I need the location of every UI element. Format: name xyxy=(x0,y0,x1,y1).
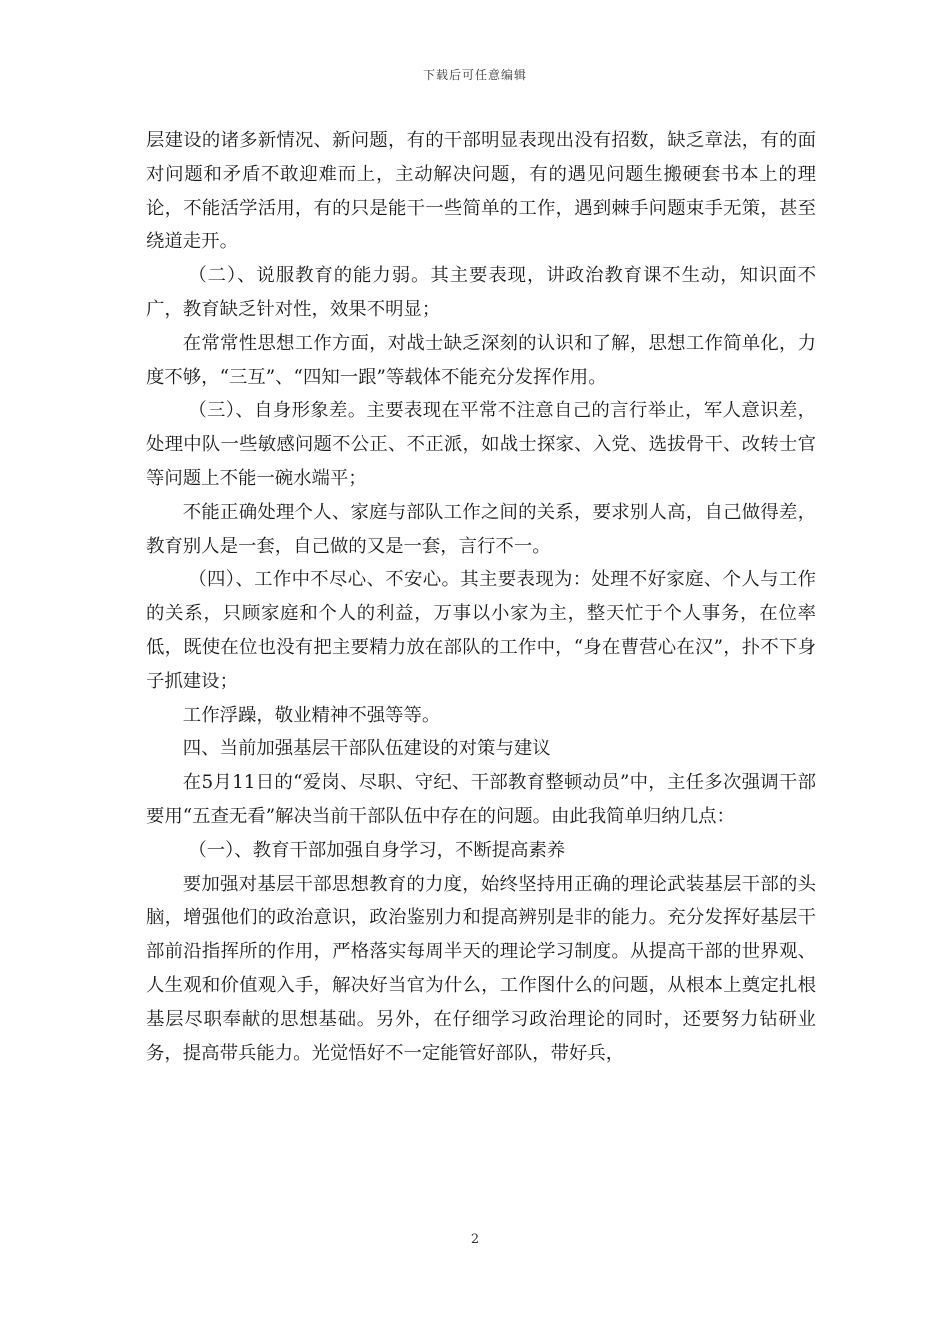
paragraph-subsection-1: （一）、教育干部加强自身学习，不断提高素养 xyxy=(188,839,566,861)
paragraph-continuation: 层建设的诸多新情况、新问题，有的干部明显表现出没有招数，缺乏章法，有的面对问题和矛盾不敢迎难而上，主动解决问题，有的遇见问题生搬硬套书本上的理论，不能活学活用，有的只是能干一些简单的工作，遇到棘手问题束手无策，甚至绕道走开。 xyxy=(146,130,816,253)
section-heading: 四、当前加强基层干部队伍建设的对策与建议 xyxy=(182,738,551,760)
paragraph-subsection-4: （四）、工作中不尽心、不安心。其主要表现为：处理不好家庭、个人与工作的关系，只顾家庭和个人的利益，万事以小家为主，整天忙于个人事务，在位率低，既使在位也没有把主要精力放在部队的工作中，“身在曹营心在汉”，扑不下身子抓建设； xyxy=(146,569,816,692)
document-body xyxy=(146,124,816,1070)
paragraph-subsection-3: （三）、自身形象差。主要表现在平常不注意自己的言行举止，军人意识差，处理中队一些敏感问题不公正、不正派，如战士探家、入党、选拔骨干、改转士官等问题上不能一碗水端平； xyxy=(146,400,816,489)
paragraph: 工作浮躁，敬业精神不强等等。 xyxy=(182,704,441,726)
page-header: 下载后可任意编辑 xyxy=(422,68,527,82)
page-number: 2 xyxy=(470,1232,480,1247)
paragraph-subsection-2: （二）、说服教育的能力弱。其主要表现，讲政治教育课不生动，知识面不广，教育缺乏针对性，效果不明显； xyxy=(146,265,816,320)
paragraph: 不能正确处理个人、家庭与部队工作之间的关系，要求别人高，自己做得差，教育别人是一套，自己做的又是一套，言行不一。 xyxy=(146,501,816,557)
paragraph: 在5月11日的“爱岗、尽职、守纪、干部教育整顿动员”中，主任多次强调干部要用“五查无看”解决当前干部队伍中存在的问题。由此我简单归纳几点： xyxy=(146,772,816,827)
paragraph: 要加强对基层干部思想教育的力度，始终坚持用正确的理论武装基层干部的头脑，增强他们的政治意识，政治鉴别力和提高辨别是非的能力。充分发挥好基层干部前沿指挥所的作用，严格落实每周半天的理论学习制度。从提高干部的世界观、人生观和价值观入手，解决好当官为什么，工作图什么的问题，从根本上奠定扎根基层尽职奉献的思想基础。另外，在仔细学习政治理论的同时，还要努力钻研业务，提高带兵能力。光觉悟好不一定能管好部队，带好兵， xyxy=(146,873,816,1064)
paragraph: 在常常性思想工作方面，对战士缺乏深刻的认识和了解，思想工作简单化，力度不够，“三互”、“四知一跟”等载体不能充分发挥作用。 xyxy=(146,332,816,388)
